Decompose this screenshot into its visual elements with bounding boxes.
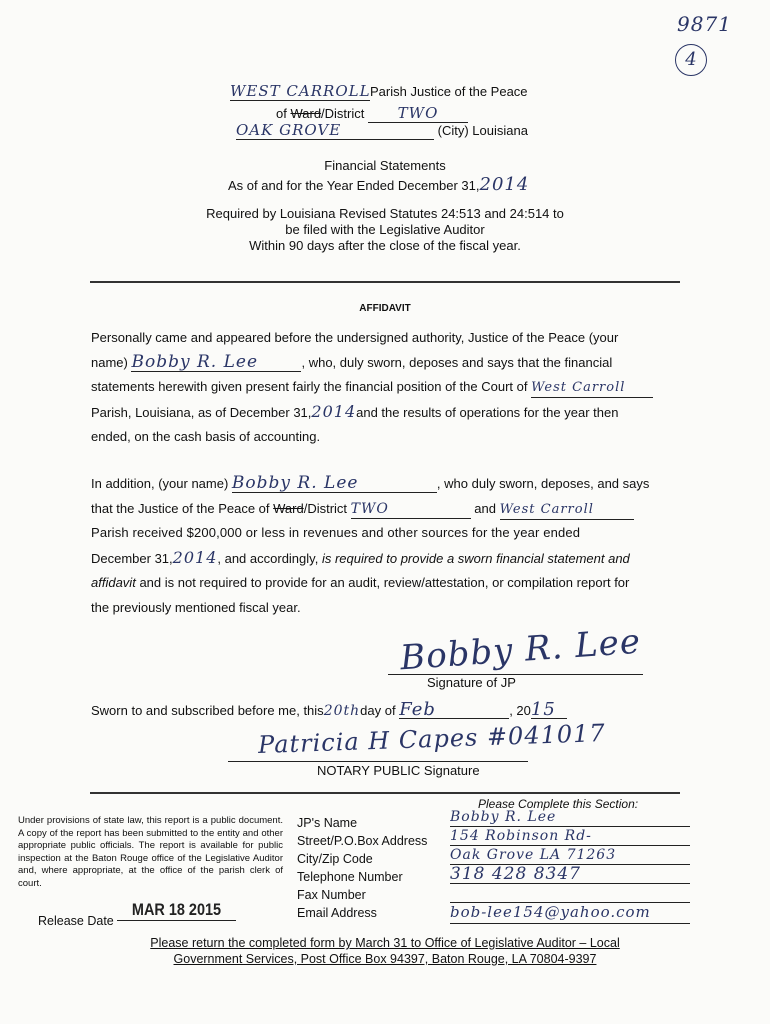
title-line2	[228, 174, 529, 195]
notary-label: NOTARY PUBLIC Signature	[317, 763, 480, 778]
city-suffix: (City) Louisiana	[437, 123, 528, 138]
p2-jp-label: that the Justice of the Peace of	[91, 500, 274, 516]
divider-top	[90, 281, 680, 283]
header-parish-line	[230, 82, 528, 101]
p1-line1: Personally came and appeared before the undersigned authority, Justice of the Peace (your	[91, 330, 619, 345]
provisions-text: Under provisions of state law, this report is a public document. A copy of the report has been submitted to the entity and other appropriate public officials. The report is available for public inspection at the Baton Rouge office of the Legislative Auditor and, where appropriate, at the office of the parish clerk of court.	[18, 815, 283, 889]
sworn-year-prefix: , 20	[509, 703, 531, 718]
p1-line3	[91, 375, 681, 400]
p2-and: and	[474, 500, 496, 516]
p2-audit-text: and is not required to provide for an audit, review/attestation, or compilation report for	[139, 575, 630, 590]
p1-court-label: statements herewith given present fairly the financial position of the Court of	[91, 379, 528, 394]
parish-name-handwritten: WEST CARROLL	[230, 82, 371, 100]
value-street: 154 Robinson Rd-	[450, 827, 690, 846]
release-date-row	[38, 900, 257, 928]
p2-parish-handwritten: West Carroll	[500, 501, 634, 520]
label-street: Street/P.O.Box Address	[297, 834, 428, 848]
p1-line5: ended, on the cash basis of accounting.	[91, 429, 321, 444]
sworn-month-handwritten: Feb	[399, 702, 509, 719]
city-handwritten: OAK GROVE	[236, 121, 434, 140]
notary-signature-line	[228, 761, 528, 762]
p1-name-handwritten: Bobby R. Lee	[131, 353, 301, 372]
p2-ward-struck: Ward	[273, 500, 304, 516]
return-line2: Government Services, Post Office Box 94397, Baton Rouge, LA 70804-9397	[173, 952, 597, 966]
jp-signature-label: Signature of JP	[427, 675, 516, 690]
value-telephone: 318 428 8347	[450, 865, 690, 884]
value-fax	[450, 884, 690, 903]
document-number: 9871	[677, 12, 732, 36]
district-handwritten: TWO	[368, 104, 468, 123]
release-date-label: Release Date	[38, 914, 114, 928]
p2-italic-affidavit: affidavit	[91, 575, 136, 590]
label-fax: Fax Number	[297, 888, 366, 902]
sworn-day-suffix: day of	[360, 703, 396, 718]
sworn-year-handwritten: 15	[531, 702, 567, 719]
p2-name-suffix: , who duly sworn, deposes, and says	[436, 476, 650, 491]
title-line1: Financial Statements	[324, 158, 446, 173]
required-line2: be filed with the Legislative Auditor	[285, 222, 485, 237]
p2-name-label: In addition, (your name)	[91, 476, 229, 491]
p2-district-handwritten: TWO	[351, 500, 471, 519]
jp-info-labels	[297, 814, 427, 922]
title-year-handwritten: 2014	[479, 174, 530, 195]
sworn-day-handwritten: 20th	[323, 703, 361, 719]
p2-name-handwritten: Bobby R. Lee	[232, 474, 437, 493]
p1-results-text: and the results of operations for the year then	[356, 404, 619, 420]
header-city-line	[236, 121, 528, 140]
parish-suffix: Parish Justice of the Peace	[370, 84, 528, 99]
ward-prefix: of	[276, 106, 291, 121]
release-date-stamp: MAR 18 2015	[117, 900, 236, 921]
label-city-zip: City/Zip Code	[297, 852, 373, 866]
notary-signature-handwritten: Patricia H Capes #041017	[257, 718, 607, 760]
affidavit-paragraph-2	[91, 472, 681, 620]
p2-district-label: /District	[303, 500, 348, 516]
sworn-prefix: Sworn to and subscribed before me, this	[91, 703, 324, 718]
label-email: Email Address	[297, 906, 377, 920]
p1-line2	[91, 351, 681, 376]
p1-year-handwritten: 2014	[311, 401, 357, 421]
p2-date-label: December 31,	[91, 550, 173, 566]
p2-line6: the previously mentioned fiscal year.	[91, 599, 301, 615]
circled-page-number: 4	[675, 44, 707, 76]
p2-line4	[91, 546, 681, 572]
p1-name-suffix: , who, duly sworn, deposes and says that the financial	[301, 354, 613, 370]
p2-italic-requirement: is required to provide a sworn financial statement and	[321, 550, 630, 566]
jp-signature-handwritten: Bobby R. Lee	[398, 621, 643, 679]
divider-bottom	[90, 792, 680, 794]
required-line3: Within 90 days after the close of the fiscal year.	[249, 238, 521, 253]
affidavit-heading: AFFIDAVIT	[359, 303, 411, 314]
p2-line2	[91, 497, 681, 522]
p2-year-handwritten: 2014	[172, 547, 218, 567]
required-line1: Required by Louisiana Revised Statutes 24:513 and 24:514 to	[206, 206, 564, 221]
p1-line4	[91, 400, 681, 426]
value-jp-name: Bobby R. Lee	[450, 808, 690, 827]
complete-section-note: Please Complete this Section:	[478, 797, 639, 811]
p2-line3: Parish received $200,000 or less in revenues and other sources for the year ended	[91, 525, 581, 540]
p2-accordingly: , and accordingly,	[217, 550, 319, 566]
p1-court-handwritten: West Carroll	[531, 379, 653, 398]
label-telephone: Telephone Number	[297, 870, 403, 884]
value-email: bob-lee154@yahoo.com	[450, 903, 690, 924]
p1-date-label: Parish, Louisiana, as of December 31,	[91, 404, 312, 420]
p2-line5	[91, 571, 681, 596]
sworn-line	[91, 699, 567, 720]
return-line1: Please return the completed form by March 31 to Office of Legislative Auditor – Local	[150, 936, 620, 950]
affidavit-paragraph-1	[91, 326, 681, 450]
jp-info-values	[450, 808, 690, 924]
district-label: /District	[321, 106, 365, 121]
p2-line1	[91, 472, 681, 497]
value-city-zip: Oak Grove LA 71263	[450, 846, 690, 865]
label-jp-name: JP's Name	[297, 816, 358, 830]
ward-struck: Ward	[290, 106, 322, 121]
title-year-label: As of and for the Year Ended December 31,	[228, 178, 480, 193]
p1-name-label: name)	[91, 354, 128, 370]
